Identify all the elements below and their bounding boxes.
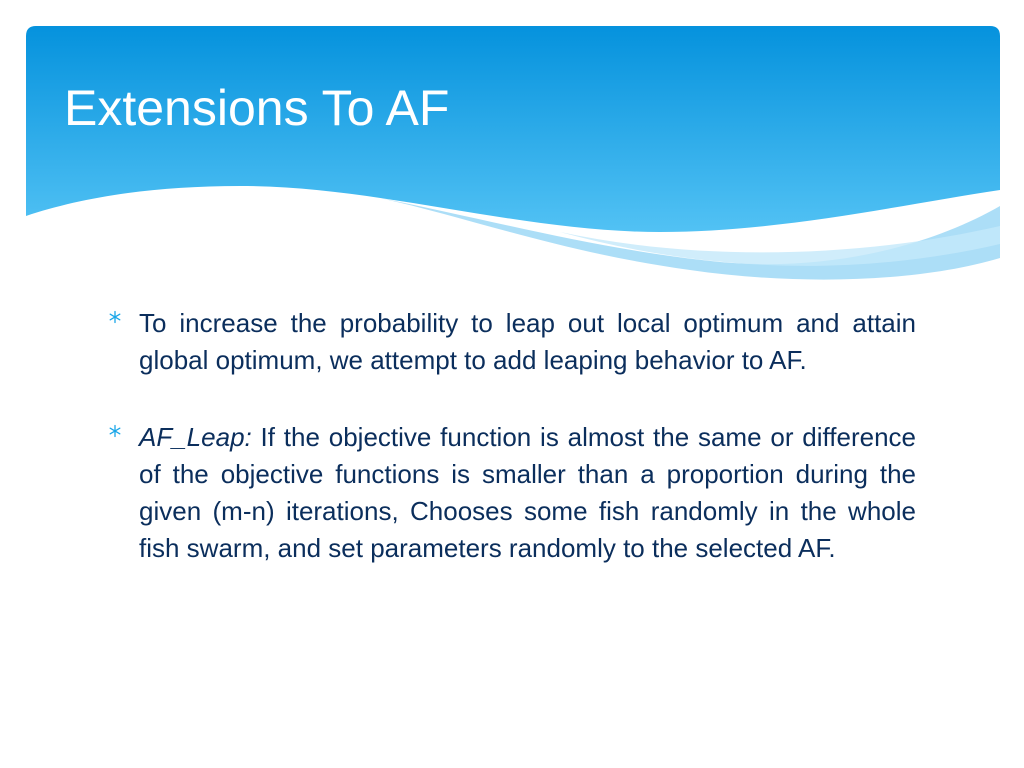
header-wave-background [0,0,1024,300]
bullet-item [108,419,916,567]
bullet-body: If the objective function is almost the same or difference of the objective functions is smaller than a proportion during the given (m-n) iterations, Chooses some fish randomly in the whole fish swarm, and set parameters randomly to the selected AF. [139,422,916,563]
slide-title: Extensions To AF [64,80,450,136]
bullet-list [108,305,916,607]
asterisk-bullet-icon [108,424,122,438]
bullet-item [108,305,916,379]
bullet-text: To increase the probability to leap out local optimum and attain global optimum, we attempt to add leaping behavior to AF. [139,308,916,375]
bullet-term: AF_Leap: [139,422,252,452]
bullet-text [139,419,916,567]
asterisk-bullet-icon [108,310,122,324]
